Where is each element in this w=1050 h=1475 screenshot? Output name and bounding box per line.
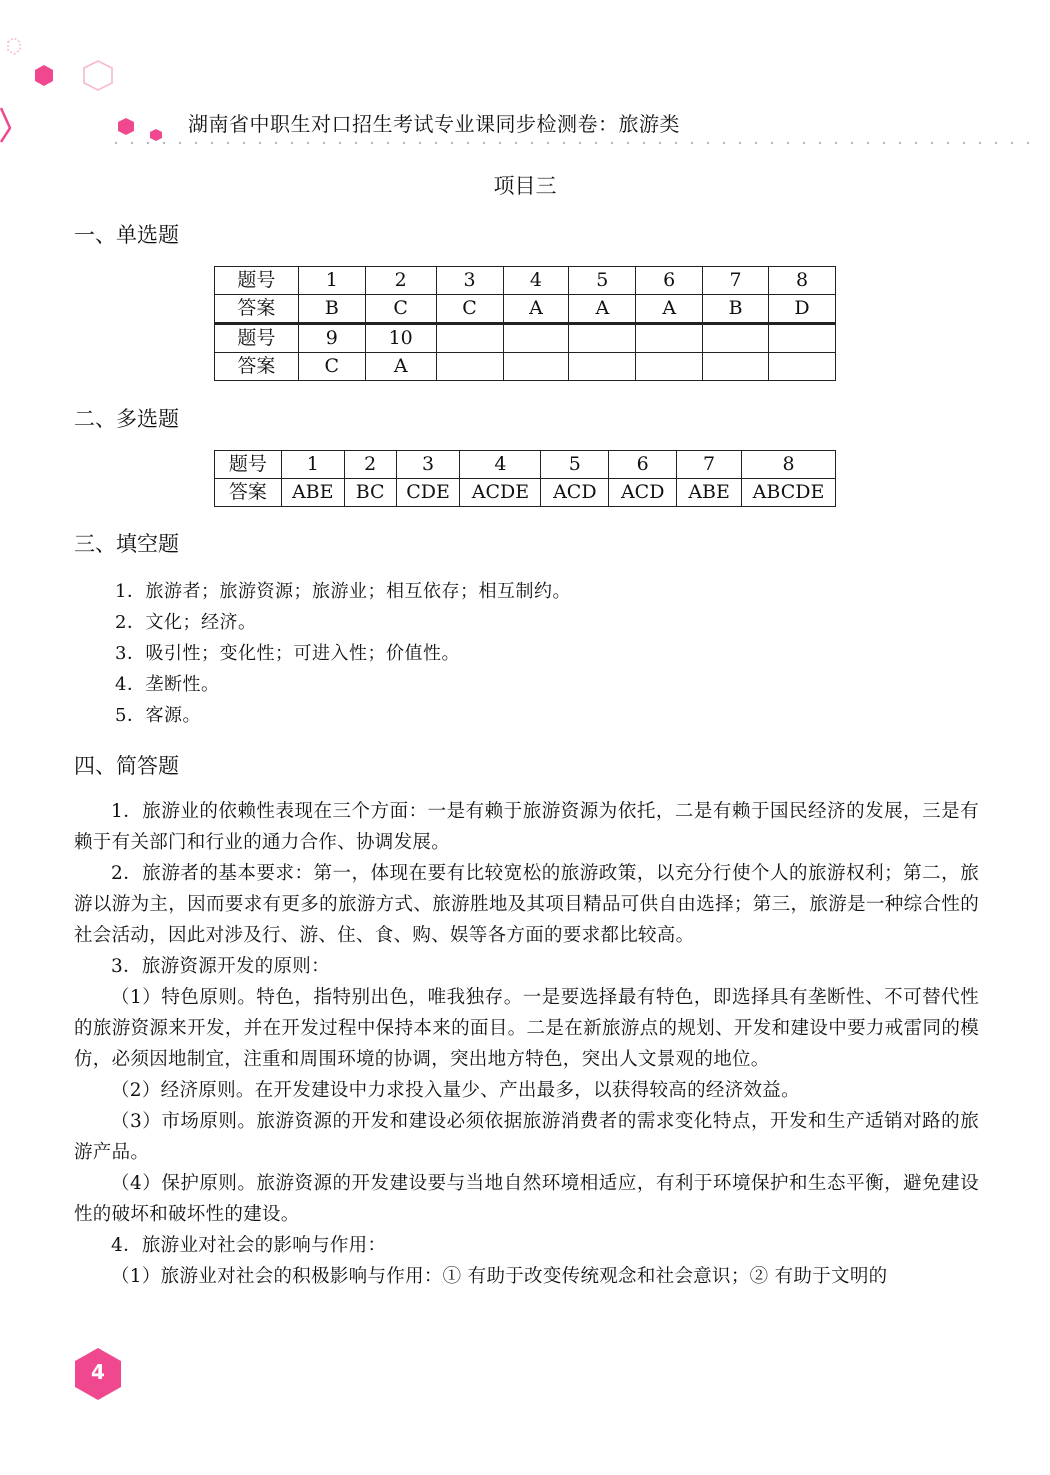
table-cell: A (636, 295, 703, 324)
table-cell: C (365, 295, 436, 324)
table-cell (569, 324, 636, 353)
table-row (215, 267, 836, 295)
header-title: 湖南省中职生对口招生考试专业课同步检测卷：旅游类 (188, 112, 680, 136)
table-cell: B (298, 295, 365, 324)
table-cell: C (298, 353, 365, 381)
table-cell: CDE (396, 479, 460, 507)
table-cell: 3 (436, 267, 503, 295)
hexagon-outline-icon (84, 61, 112, 90)
fill-blank-list (115, 576, 571, 731)
table-cell: 4 (503, 267, 569, 295)
table-cell: 7 (677, 451, 742, 479)
paragraph: （3）市场原则。旅游资源的开发和建设必须依据旅游消费者的需求变化特点，开发和生产适销对路的旅游产品。 (74, 1111, 979, 1163)
paragraph: 1．旅游业的依赖性表现在三个方面：一是有赖于旅游资源为依托，二是有赖于国民经济的发展，三是有赖于有关部门和行业的通力合作、协调发展。 (74, 801, 979, 853)
table-row (215, 295, 836, 324)
table-row (215, 353, 836, 381)
row-label: 题号 (215, 451, 282, 479)
paragraph: 3．旅游资源开发的原则： (111, 956, 330, 977)
table-cell (769, 353, 836, 381)
table-cell: 3 (396, 451, 460, 479)
list-item: 5．客源。 (115, 705, 201, 726)
table-cell: ACD (609, 479, 677, 507)
table-cell: 8 (742, 451, 836, 479)
table-cell: ACDE (460, 479, 541, 507)
paragraph: （2）经济原则。在开发建设中力求投入量少、产出最多，以获得较高的经济效益。 (111, 1080, 800, 1101)
table-cell: A (569, 295, 636, 324)
paragraph: （4）保护原则。旅游资源的开发建设要与当地自然环境相适应，有利于环境保护和生态平衡，避免建设性的破坏和破坏性的建设。 (74, 1173, 979, 1225)
table-cell: ABCDE (742, 479, 836, 507)
page-number: 4 (91, 1360, 105, 1384)
table-cell: 8 (769, 267, 836, 295)
short-answer-heading: 四、简答题 (74, 754, 179, 778)
row-label: 题号 (215, 324, 299, 353)
row-label: 答案 (215, 479, 282, 507)
table-cell (636, 353, 703, 381)
row-label: 答案 (215, 353, 299, 381)
single-choice-answer-table (214, 266, 836, 381)
table-cell: 1 (281, 451, 344, 479)
paragraph: 4．旅游业对社会的影响与作用： (111, 1235, 387, 1256)
short-answer-body (74, 796, 979, 1292)
table-row (215, 479, 836, 507)
decorative-hexagons (0, 30, 180, 150)
hexagon-outline-small-icon (8, 38, 20, 54)
page-title: 项目三 (493, 174, 557, 198)
table-cell: C (436, 295, 503, 324)
hexagon-filled-tiny-icon (150, 129, 162, 141)
table-cell: 2 (365, 267, 436, 295)
table-row (215, 324, 836, 353)
table-cell: 6 (609, 451, 677, 479)
table-cell (703, 353, 769, 381)
row-label: 答案 (215, 295, 299, 324)
hexagon-filled-icon (35, 65, 53, 86)
table-cell: ACD (541, 479, 609, 507)
table-cell: 5 (541, 451, 609, 479)
multi-choice-answer-table (214, 450, 836, 507)
table-cell (636, 324, 703, 353)
table-cell (436, 353, 503, 381)
multi-choice-heading: 二、多选题 (74, 407, 179, 431)
table-cell: D (769, 295, 836, 324)
table-cell: 2 (344, 451, 396, 479)
fill-blank-heading: 三、填空题 (74, 532, 179, 556)
table-cell: ABE (281, 479, 344, 507)
hexagon-filled-medium-icon (118, 118, 134, 135)
paragraph: （1）旅游业对社会的积极影响与作用：① 有助于改变传统观念和社会意识；② 有助于文明的 (111, 1266, 888, 1287)
table-cell: 6 (636, 267, 703, 295)
table-cell: 1 (298, 267, 365, 295)
table-cell: B (703, 295, 769, 324)
table-cell: A (503, 295, 569, 324)
table-cell: 10 (365, 324, 436, 353)
list-item: 2．文化；经济。 (115, 612, 257, 633)
table-cell (769, 324, 836, 353)
table-row (215, 451, 836, 479)
table-cell: 7 (703, 267, 769, 295)
table-cell (569, 353, 636, 381)
table-cell: 9 (298, 324, 365, 353)
table-cell (436, 324, 503, 353)
list-item: 4．垄断性。 (115, 674, 220, 695)
table-cell: ABE (677, 479, 742, 507)
table-cell: 4 (460, 451, 541, 479)
table-cell: 5 (569, 267, 636, 295)
single-choice-heading: 一、单选题 (74, 223, 179, 247)
table-cell: BC (344, 479, 396, 507)
table-cell: A (365, 353, 436, 381)
list-item: 1．旅游者；旅游资源；旅游业；相互依存；相互制约。 (115, 581, 571, 602)
paragraph: （1）特色原则。特色，指特别出色，唯我独存。一是要选择最有特色，即选择具有垄断性、不可替代性的旅游资源来开发，并在开发过程中保持本来的面目。二是在新旅游点的规划、开发和建设中要力戒雷同的模仿，必须因地制宜，注重和周围环境的协调，突出地方特色，突出人文景观的地位。 (74, 987, 979, 1070)
paragraph: 2．旅游者的基本要求：第一，体现在要有比较宽松的旅游政策，以充分行使个人的旅游权利；第二，旅游以游为主，因而要求有更多的旅游方式、旅游胜地及其项目精品可供自由选择；第三，旅游是一种综合性的社会活动，因此对涉及行、游、住、食、购、娱等各方面的要求都比较高。 (74, 863, 979, 946)
header-dotted-divider (108, 141, 1038, 145)
table-cell (503, 353, 569, 381)
chevron-right-icon (1, 108, 10, 142)
row-label: 题号 (215, 267, 299, 295)
table-cell (503, 324, 569, 353)
list-item: 3．吸引性；变化性；可进入性；价值性。 (115, 643, 460, 664)
table-cell (703, 324, 769, 353)
